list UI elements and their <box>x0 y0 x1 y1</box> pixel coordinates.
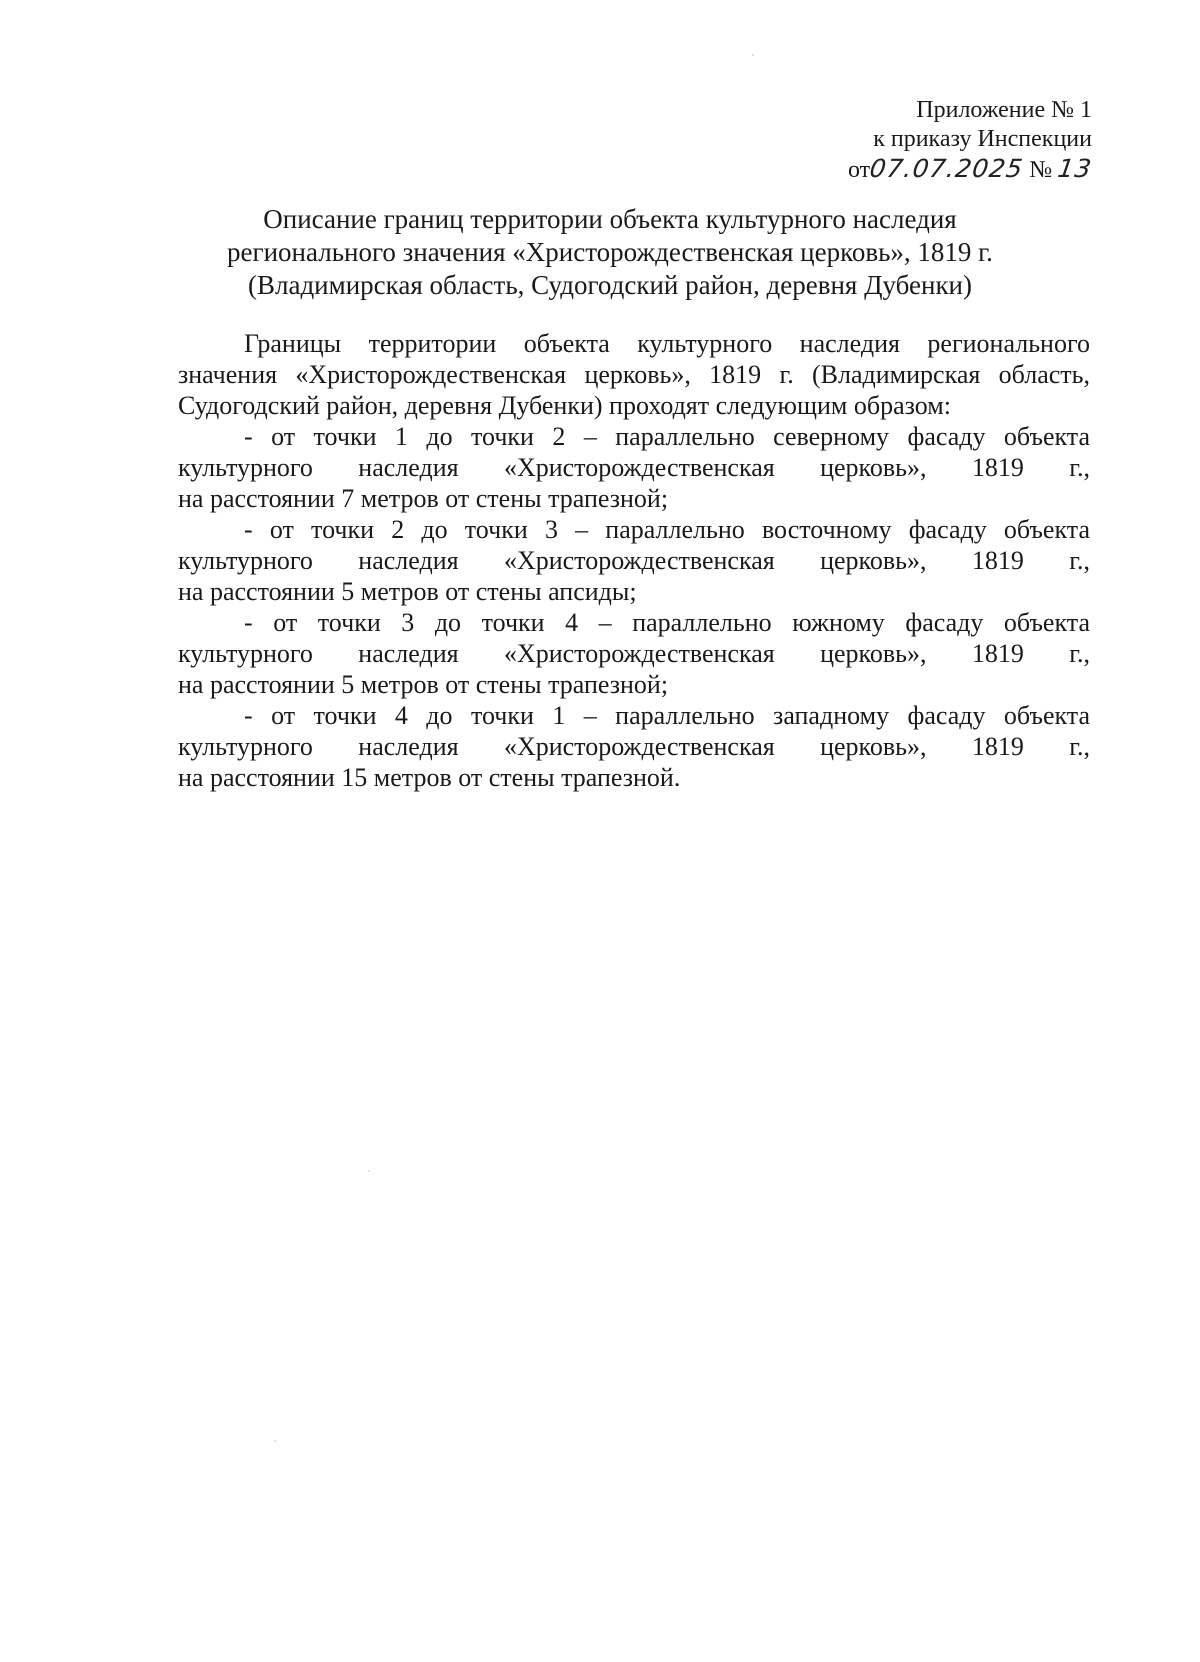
boundary-item-2-line-2: культурного наследия «Христорождественская церковь», 1819 г., <box>178 546 1090 575</box>
document-body <box>178 328 1090 793</box>
document-title <box>170 203 1050 302</box>
date-prefix: от <box>847 157 871 183</box>
number-prefix: № <box>1029 157 1053 183</box>
boundary-item-1-line-1: - от точки 1 до точки 2 – параллельно северному фасаду объекта <box>244 422 1090 451</box>
boundary-item-4 <box>178 700 1090 793</box>
boundary-item-4-line-1: - от точки 4 до точки 1 – параллельно западному фасаду объекта <box>244 701 1090 730</box>
scan-speck <box>274 1440 276 1442</box>
boundary-item-2-line-3: на расстоянии 5 метров от стены апсиды; <box>178 577 637 606</box>
boundary-item-1-line-3: на расстоянии 7 метров от стены трапезной; <box>178 484 669 513</box>
boundary-item-2 <box>178 514 1090 607</box>
intro-paragraph: Границы территории объекта культурного наследия регионального значения «Христорождественская церковь», 1819 г. (Владимирская область, Судогодский район, деревня Дубенки) проходят следующим образом: <box>178 329 1090 420</box>
order-date-line <box>847 154 1095 185</box>
boundary-item-3-line-1: - от точки 3 до точки 4 – параллельно южному фасаду объекта <box>244 608 1090 637</box>
title-line-3: (Владимирская область, Судогодский район, деревня Дубенки) <box>247 270 973 300</box>
handwritten-number: 13 <box>1056 154 1095 183</box>
scan-speck <box>752 54 754 56</box>
handwritten-date: 07.07.2025 <box>868 154 1026 183</box>
appendix-number: Приложение № 1 <box>916 97 1092 123</box>
boundary-item-1-line-2: культурного наследия «Христорождественская церковь», 1819 г., <box>178 453 1090 482</box>
boundary-item-3-line-2: культурного наследия «Христорождественская церковь», 1819 г., <box>178 639 1090 668</box>
boundary-item-4-line-3: на расстоянии 15 метров от стены трапезной. <box>178 763 681 792</box>
boundary-item-4-line-2: культурного наследия «Христорождественская церковь», 1819 г., <box>178 732 1090 761</box>
appendix-header <box>847 96 1095 185</box>
boundary-item-3-line-3: на расстоянии 5 метров от стены трапезной; <box>178 670 669 699</box>
boundary-item-1 <box>178 421 1090 514</box>
scan-speck <box>368 1170 370 1172</box>
title-line-2: регионального значения «Христорождественская церковь», 1819 г. <box>227 237 993 267</box>
boundary-item-3 <box>178 607 1090 700</box>
boundary-item-2-line-1: - от точки 2 до точки 3 – параллельно восточному фасаду объекта <box>244 515 1090 544</box>
order-reference: к приказу Инспекции <box>873 126 1092 152</box>
title-line-1: Описание границ территории объекта культурного наследия <box>263 204 957 234</box>
